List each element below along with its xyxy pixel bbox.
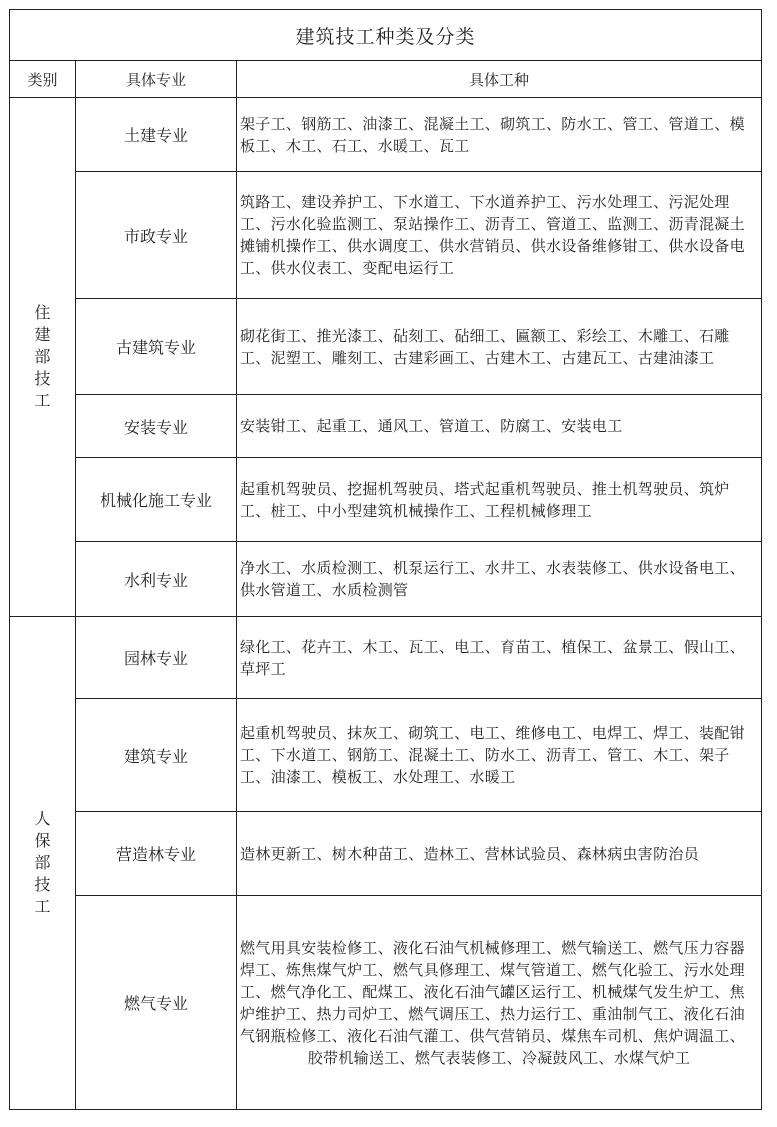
table-row xyxy=(10,299,762,395)
trades-civil: 架子工、钢筋工、油漆工、混凝土工、砌筑工、防水工、管工、管道工、模板工、木工、石工、水暖工、瓦工 xyxy=(237,98,762,172)
table-row xyxy=(10,699,762,812)
specialty-installation: 安装专业 xyxy=(76,395,237,458)
trades-mechanized-construction: 起重机驾驶员、挖掘机驾驶员、塔式起重机驾驶员、推土机驾驶员、筑炉工、桩工、中小型建筑机械操作工、工程机械修理工 xyxy=(237,458,762,542)
trades-municipal: 筑路工、建设养护工、下水道工、下水道养护工、污水处理工、污泥处理工、污水化验监测工、泵站操作工、沥青工、管道工、监测工、沥青混凝土摊铺机操作工、供水调度工、供水营销员、供水设备维修钳工、供水设备电工、供水仪表工、变配电运行工 xyxy=(237,172,762,299)
table-row xyxy=(10,98,762,172)
category-char: 建 xyxy=(34,325,51,344)
table-title: 建筑技工种类及分类 xyxy=(10,10,762,61)
trades-building: 起重机驾驶员、抹灰工、砌筑工、电工、维修电工、电焊工、焊工、装配钳工、下水道工、钢筋工、混凝土工、防水工、沥青工、管工、木工、架子工、油漆工、模板工、水处理工、水暖工 xyxy=(237,699,762,812)
specialty-municipal: 市政专业 xyxy=(76,172,237,299)
specialty-afforestation: 营造林专业 xyxy=(76,812,237,896)
table-row xyxy=(10,542,762,617)
trades-gas: 燃气用具安装检修工、液化石油气机械修理工、燃气输送工、燃气压力容器焊工、炼焦煤气炉工、燃气具修理工、煤气管道工、燃气化验工、污水处理工、燃气净化工、配煤工、液化石油气罐区运行工、机械煤气发生炉工、焦炉维护工、热力司炉工、燃气调压工、热力运行工、重油制气工、液化石油气钢瓶检修工、液化石油气灌工、供气营销员、煤焦车司机、焦炉调温工、胶带机输送工、燃气表装修工、冷凝鼓风工、水煤气炉工 xyxy=(237,896,762,1110)
specialty-building: 建筑专业 xyxy=(76,699,237,812)
table-row xyxy=(10,896,762,1110)
specialty-mechanized-construction: 机械化施工专业 xyxy=(76,458,237,542)
category-hr-ministry xyxy=(10,617,76,1110)
table-row xyxy=(10,617,762,699)
table-row xyxy=(10,172,762,299)
header-trades: 具体工种 xyxy=(237,61,762,98)
specialty-landscaping: 园林专业 xyxy=(76,617,237,699)
trades-landscaping: 绿化工、花卉工、木工、瓦工、电工、育苗工、植保工、盆景工、假山工、草坪工 xyxy=(237,617,762,699)
trades-installation: 安装钳工、起重工、通风工、管道工、防腐工、安装电工 xyxy=(237,395,762,458)
header-specialty: 具体专业 xyxy=(76,61,237,98)
category-housing-ministry xyxy=(10,98,76,617)
table-row xyxy=(10,395,762,458)
trades-ancient-architecture: 砌花街工、推光漆工、砧刻工、砧细工、匾额工、彩绘工、木雕工、石雕工、泥塑工、雕刻工、古建彩画工、古建木工、古建瓦工、古建油漆工 xyxy=(237,299,762,395)
header-category: 类别 xyxy=(10,61,76,98)
table-row xyxy=(10,812,762,896)
trade-classification-table xyxy=(9,9,762,1110)
category-char: 住 xyxy=(34,303,51,322)
category-char: 人 xyxy=(34,809,51,828)
table-row xyxy=(10,458,762,542)
category-char: 技 xyxy=(34,875,51,894)
specialty-ancient-architecture: 古建筑专业 xyxy=(76,299,237,395)
category-char: 保 xyxy=(34,831,51,850)
specialty-gas: 燃气专业 xyxy=(76,896,237,1110)
document-table-wrapper xyxy=(9,9,761,1110)
category-char: 技 xyxy=(34,369,51,388)
specialty-water-conservancy: 水利专业 xyxy=(76,542,237,617)
trades-water-conservancy: 净水工、水质检测工、机泵运行工、水井工、水表装修工、供水设备电工、供水管道工、水质检测管 xyxy=(237,542,762,617)
category-char: 工 xyxy=(34,897,51,916)
specialty-civil: 土建专业 xyxy=(76,98,237,172)
trades-afforestation: 造林更新工、树木种苗工、造林工、营林试验员、森林病虫害防治员 xyxy=(237,812,762,896)
category-char: 工 xyxy=(34,391,51,410)
category-char: 部 xyxy=(34,853,51,872)
category-char: 部 xyxy=(34,347,51,366)
